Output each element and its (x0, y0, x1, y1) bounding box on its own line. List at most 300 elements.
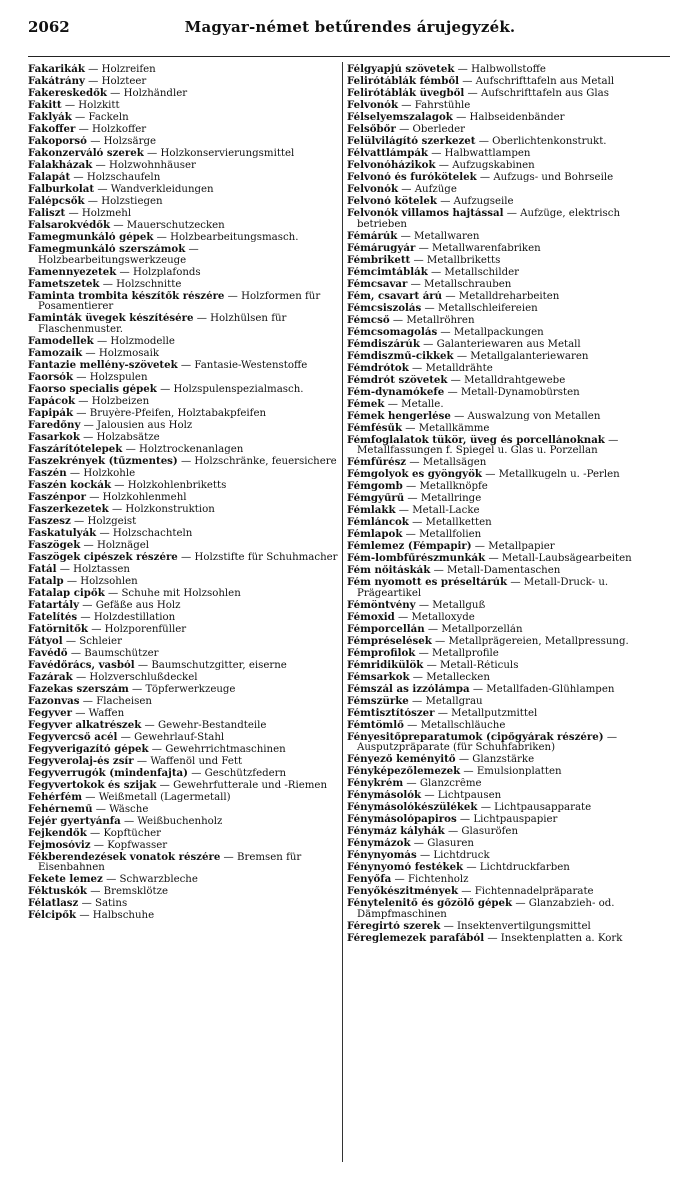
index-entry: Faminták üvegek készítésére — Holzhülsen für Flaschenmuster. (28, 313, 287, 335)
index-entry: Fémfésűk — Metallkämme (347, 422, 490, 434)
entry-german-term: Ausputzpräparate (für Schuhfabriken) (357, 742, 556, 753)
index-entry: Fémszürke — Metallgrau (347, 695, 483, 707)
entry-german-term: Aufzüge, elektrisch betrieben (357, 208, 621, 230)
index-entry: Fehérnemű — Wäsche (28, 803, 149, 815)
entry-german-term: Gefäße aus Holz (95, 599, 181, 611)
column-divider (342, 62, 343, 1162)
entry-german-term: Metallgrau (425, 695, 483, 707)
index-entry: Fémcső — Metallröhren (347, 314, 475, 326)
entry-hungarian-term: Famegmunkáló szerszámok (28, 244, 186, 255)
entry-hungarian-term: Fémcső (347, 314, 390, 326)
entry-german-term: Metall-Réticuls (440, 659, 519, 671)
index-entry: Fazekas szerszám — Töpferwerkzeuge (28, 683, 236, 695)
entry-hungarian-term: Fejér gyertyánfa (28, 815, 121, 827)
entry-hungarian-term: Fémdiszmű-cikkek (347, 350, 454, 362)
index-entry: Fémlapok — Metallfolien (347, 529, 482, 540)
index-entry: Fejmosóviz — Kopfwasser (28, 839, 168, 851)
index-entry: Fémridikülök — Metall-Réticuls (347, 659, 519, 671)
page-number: 2062 (28, 18, 70, 36)
entry-hungarian-term: Felvonó kötelek (347, 196, 437, 207)
entry-german-term: Metallschrauben (424, 278, 512, 290)
entry-hungarian-term: Fekete lemez (28, 874, 103, 885)
index-entry: Fénykrém — Glanzcrême (347, 778, 482, 789)
page-title: Magyar-német betűrendes árujegyzék. (184, 18, 516, 36)
entry-hungarian-term: Fémgomb (347, 481, 403, 492)
entry-hungarian-term: Fatalp (28, 575, 64, 587)
entry-hungarian-term: Fenyőfa (347, 874, 392, 885)
entry-hungarian-term: Fémlakk (347, 505, 396, 516)
entry-hungarian-term: Faminta trombita készítők részére (28, 290, 225, 302)
entry-german-term: Lichtpausapparate (494, 802, 592, 813)
entry-german-term: Holzbearbeitungswerkzeuge (38, 254, 187, 266)
entry-german-term: Metallröhren (406, 314, 475, 326)
entry-german-term: Aufschrifttafeln aus Metall (475, 76, 615, 87)
index-entry: Fém nyomott es préseltárúk — Metall-Druck- u. Prägeartikel (347, 577, 609, 599)
entry-hungarian-term: Faszekrények (tűzmentes) (28, 455, 178, 467)
entry-hungarian-term: Féregirtó szerek (347, 920, 441, 932)
index-entry: Felvonók villamos hajtással — Aufzüge, elektrisch betrieben (347, 208, 621, 230)
index-entry: Fenyőkészitmények — Fichtennadelpräparate (347, 886, 594, 897)
entry-german-term: Gewehrrichtmaschinen (165, 743, 286, 755)
entry-german-term: Baumschutzgitter, eiserne (151, 659, 287, 671)
entry-german-term: Schwarzbleche (119, 874, 198, 885)
entry-german-term: Holzteer (101, 76, 147, 87)
index-entry: Famennyezetek — Holzplafonds (28, 266, 201, 278)
index-entry: Fémláncok — Metallketten (347, 517, 492, 528)
entry-hungarian-term: Fémgolyok es gyöngyök (347, 469, 482, 480)
entry-german-term: Aufzugs- und Bohrseile (493, 172, 614, 183)
index-entry: Fémbrikett — Metallbriketts (347, 254, 501, 266)
index-entry: Fémárúk — Metallwaren (347, 230, 480, 242)
index-entry: Fémárugyár — Metallwarenfabriken (347, 242, 541, 254)
index-entry: Faminta trombita készítők részére — Holzformen für Posamentierer (28, 290, 321, 312)
entry-hungarian-term: Fémláncok (347, 517, 409, 528)
entry-german-term: Holzhändler (123, 88, 188, 99)
index-entry: Famodellek — Holzmodelle (28, 335, 175, 347)
entry-german-term: Metallgalanteriewaren (470, 350, 589, 362)
entry-german-term: Holzkohle (83, 467, 136, 479)
entry-german-term: Glanzcrême (419, 778, 482, 789)
entry-german-term: Fichtennadelpräparate (474, 886, 594, 897)
index-entry: Fénynyomás — Lichtdruck (347, 850, 490, 861)
entry-hungarian-term: Fénymásolókészülékek (347, 802, 478, 813)
index-entry: Fenyőfa — Fichtenholz (347, 874, 469, 885)
index-entry: Fémcsiszolás — Metallschleifereien (347, 302, 538, 314)
entry-hungarian-term: Fém-lombfűrészmunkák (347, 553, 486, 564)
entry-hungarian-term: Fejkendők (28, 827, 87, 839)
entry-hungarian-term: Famodellek (28, 335, 94, 347)
entry-german-term: Holzschaufeln (86, 172, 161, 183)
entry-hungarian-term: Fegyver alkatrészek (28, 719, 142, 731)
entry-german-term: Glanzabzieh- od. Dämpfmaschinen (357, 898, 615, 920)
entry-german-term: Schuhe mit Holzsohlen (121, 587, 241, 599)
entry-german-term: Metallfassungen f. Spiegel u. Glas u. Porzellan (357, 445, 598, 456)
index-entry: Felsőbőr — Oberleder (347, 124, 465, 135)
entry-german-term: Metalloxyde (411, 611, 475, 623)
entry-german-term: Halbwattlampen (444, 148, 531, 159)
entry-hungarian-term: Faklyák (28, 112, 72, 123)
index-entry: Fénymásolókészülékek — Lichtpausapparate (347, 802, 592, 813)
entry-hungarian-term: Félgyapjú szövetek (347, 64, 455, 75)
index-entry: Fém-dynamókefe — Metall-Dynamobürsten (347, 386, 580, 398)
entry-hungarian-term: Fénynyomás (347, 850, 417, 861)
entry-german-term: Kopftücher (103, 827, 162, 839)
entry-german-term: Lichtpausen (437, 790, 502, 801)
index-entry: Faklyák — Fackeln (28, 112, 129, 123)
entry-german-term: Holztassen (73, 563, 130, 575)
index-entry: Famozaik — Holzmosaik (28, 347, 160, 359)
index-entry: Fapipák — Bruyère-Pfeifen, Holztabakpfeifen (28, 407, 267, 419)
entry-german-term: Oberlichtenkonstrukt. (492, 136, 607, 147)
entry-german-term: Fackeln (88, 112, 129, 123)
entry-hungarian-term: Félcipők (28, 910, 77, 921)
entry-hungarian-term: Féktuskók (28, 886, 87, 897)
entry-german-term: Galanteriewaren aus Metall (436, 338, 581, 350)
index-entry: Fémdiszárúk — Galanteriewaren aus Metall (347, 338, 581, 350)
index-entry: Fazonvas — Flacheisen (28, 695, 152, 707)
entry-hungarian-term: Fémoxid (347, 611, 395, 623)
entry-german-term: Metallsägen (422, 457, 487, 468)
entry-hungarian-term: Fegyvertokok és szijak (28, 779, 157, 791)
entry-hungarian-term: Faminták üvegek készítésére (28, 313, 194, 324)
entry-hungarian-term: Fémpréselések (347, 635, 432, 647)
index-entry: Fémcsomagolás — Metallpackungen (347, 326, 544, 338)
entry-german-term: Metallputzmittel (451, 707, 538, 719)
entry-german-term: Metall-Druck- u. Prägeartikel (357, 577, 609, 599)
entry-german-term: Metallschilder (444, 266, 519, 278)
entry-hungarian-term: Fénytelenitő és gőzölő gépek (347, 898, 513, 909)
index-entry: Felvonók — Aufzüge (347, 184, 457, 195)
index-entry: Fatalap cipők — Schuhe mit Holzsohlen (28, 587, 241, 599)
index-entry: Félatlasz — Satins (28, 898, 128, 909)
entry-hungarian-term: Fakarikák (28, 64, 85, 75)
entry-german-term: Holzkohlenmehl (102, 491, 187, 503)
entry-hungarian-term: Fém nyomott es préseltárúk (347, 577, 508, 588)
entry-hungarian-term: Fehérnemű (28, 803, 93, 815)
entry-hungarian-term: Faliszt (28, 208, 66, 219)
entry-hungarian-term: Fakonzerváló szerek (28, 148, 144, 159)
index-entry: Fémlemez (Fémpapir) — Metallpapier (347, 541, 555, 552)
index-entry: Fakoporsó — Holzsärge (28, 136, 156, 147)
index-entry: Fasarkok — Holzabsätze (28, 431, 160, 443)
entry-german-term: Metallschläuche (420, 719, 506, 731)
entry-hungarian-term: Fémfésűk (347, 422, 403, 434)
entry-hungarian-term: Fejmosóviz (28, 839, 91, 851)
entry-german-term: Holzspulenspezialmasch. (173, 383, 304, 395)
entry-german-term: Metallprägereien, Metallpressung. (448, 635, 629, 647)
index-entry: Fekete lemez — Schwarzbleche (28, 874, 198, 885)
index-entry: Félvattlámpák — Halbwattlampen (347, 148, 531, 159)
entry-german-term: Auswalzung von Metallen (467, 410, 601, 422)
entry-german-term: Metallwaren (414, 230, 480, 242)
entry-hungarian-term: Fémszál as izzólámpa (347, 683, 470, 695)
entry-german-term: Satins (95, 898, 128, 909)
entry-hungarian-term: Félvattlámpák (347, 148, 428, 159)
entry-hungarian-term: Favédőrács, vasból (28, 659, 135, 671)
entry-hungarian-term: Fémtömlő (347, 719, 404, 731)
entry-hungarian-term: Fapácok (28, 395, 76, 407)
entry-hungarian-term: Fénymásolók (347, 790, 422, 801)
entry-german-term: Gewehrlauf-Stahl (134, 731, 225, 743)
entry-hungarian-term: Faszárítótelepek (28, 443, 123, 455)
entry-hungarian-term: Fénymáz kályhák (347, 826, 445, 837)
entry-hungarian-term: Fémöntvény (347, 599, 416, 611)
index-entry: Fémdrót szövetek — Metalldrahtgewebe (347, 374, 566, 386)
entry-hungarian-term: Fénynyomó festékek (347, 862, 464, 873)
index-entry: Fantazie mellény-szövetek — Fantasie-Westenstoffe (28, 359, 308, 371)
entry-german-term: Holzbearbeitungsmasch. (170, 232, 299, 243)
entry-german-term: Schleier (79, 635, 122, 647)
entry-german-term: Oberleder (412, 124, 465, 135)
entry-hungarian-term: Fátyol (28, 635, 63, 647)
entry-german-term: Holzbeizen (91, 395, 150, 407)
entry-hungarian-term: Fegyverrugók (mindenfajta) (28, 767, 188, 779)
entry-german-term: Holzplafonds (132, 266, 201, 278)
entry-german-term: Halbseidenbänder (469, 112, 565, 123)
entry-hungarian-term: Fém, csavart árú (347, 290, 443, 302)
entry-hungarian-term: Fakoffer (28, 124, 76, 135)
entry-hungarian-term: Fémárúk (347, 230, 398, 242)
entry-german-term: Holztrockenanlagen (139, 443, 244, 455)
index-entry: Faredőny — Jalousien aus Holz (28, 419, 193, 431)
entry-hungarian-term: Falapát (28, 172, 71, 183)
index-entry: Faszerkezetek — Holzkonstruktion (28, 503, 215, 515)
entry-german-term: Holzkonstruktion (125, 503, 215, 515)
entry-german-term: Holzporenfüller (104, 623, 187, 635)
index-entry: Fémcimtáblák — Metallschilder (347, 266, 519, 278)
index-entry: Fémporcellán — Metallporzellán (347, 623, 523, 635)
entry-german-term: Gewehr-Bestandteile (157, 719, 267, 731)
index-entry: Fegyver alkatrészek — Gewehr-Bestandteile (28, 719, 267, 731)
entry-german-term: Insektenplatten a. Kork (500, 932, 623, 944)
index-entry: Faszárítótelepek — Holztrockenanlagen (28, 443, 244, 455)
index-entry: Fémpréselések — Metallprägereien, Metallpressung. (347, 635, 629, 647)
entry-hungarian-term: Fazárak (28, 671, 73, 683)
index-entry: Fémfoglalatok tükör, üveg és porcellánoknak — Metallfassungen f. Spiegel u. Glas u. Porzellan (347, 434, 619, 456)
entry-hungarian-term: Felirótáblák fémből (347, 76, 459, 87)
entry-german-term: Metallketten (425, 517, 492, 528)
index-entry: Faszénpor — Holzkohlenmehl (28, 491, 187, 503)
index-entry: Fametszetek — Holzschnitte (28, 278, 182, 290)
index-entry: Fénymáz kályhák — Glasuröfen (347, 826, 519, 837)
entry-german-term: Holzspulen (89, 371, 148, 383)
page-header (28, 18, 672, 40)
entry-german-term: Glasuren (427, 838, 474, 849)
index-entry: Fénymásolópapiros — Lichtpauspapier (347, 814, 558, 825)
index-entry: Fémtisztítószer — Metallputzmittel (347, 707, 538, 719)
entry-german-term: Metallguß (432, 599, 486, 611)
entry-hungarian-term: Faorso specialis gépek (28, 383, 157, 395)
index-entry: Falapát — Holzschaufeln (28, 172, 161, 183)
entry-german-term: Metallbriketts (426, 254, 501, 266)
index-entry: Fakitt — Holzkitt (28, 100, 120, 111)
index-entry: Faszekrények (tűzmentes) — Holzschränke, feuersichere (28, 455, 337, 467)
entry-german-term: Mauerschutzecken (126, 220, 225, 231)
entry-hungarian-term: Fényesitőpreparatumok (cipőgyárak részére) (347, 731, 604, 743)
index-entry: Felülvilágító szerkezet — Oberlichtenkonstrukt. (347, 136, 607, 147)
entry-hungarian-term: Falépcsők (28, 196, 85, 207)
entry-hungarian-term: Felvonó és furókötelek (347, 172, 477, 183)
index-entry: Falburkolat — Wandverkleidungen (28, 184, 214, 195)
index-entry: Fémöntvény — Metallguß (347, 599, 486, 611)
entry-german-term: Metall-Lacke (412, 505, 480, 516)
index-entry: Falakházak — Holzwohnhäuser (28, 160, 196, 171)
entry-hungarian-term: Fakoporsó (28, 136, 87, 147)
entry-german-term: Metall-Damentaschen (447, 565, 561, 576)
index-entry: Fémoxid — Metalloxyde (347, 611, 475, 623)
entry-german-term: Metallknöpfe (419, 481, 488, 492)
entry-german-term: Holzreifen (101, 64, 156, 75)
entry-german-term: Weißbuchenholz (137, 815, 223, 827)
entry-german-term: Metall-Dynamobürsten (460, 386, 580, 398)
entry-german-term: Metalle. (401, 398, 444, 410)
index-entry: Fegyverrugók (mindenfajta) — Geschützfedern (28, 767, 287, 779)
entry-german-term: Emulsionplatten (476, 766, 562, 777)
index-entry: Faszögek — Holznägel (28, 539, 150, 551)
entry-german-term: Metallwarenfabriken (432, 242, 541, 254)
index-entry: Fegyver — Waffen (28, 707, 125, 719)
entry-hungarian-term: Famennyezetek (28, 266, 117, 278)
index-entry: Fémek — Metalle. (347, 398, 444, 410)
entry-german-term: Holzstifte für Schuhmacher (194, 551, 338, 563)
index-entry: Fémek hengerlése — Auswalzung von Metallen (347, 410, 601, 422)
index-entry: Fénymázok — Glasuren (347, 838, 474, 849)
entry-german-term: Bremsklötze (103, 886, 168, 897)
entry-german-term: Holzformen für Posamentierer (38, 290, 321, 312)
entry-hungarian-term: Felvonók (347, 184, 399, 195)
index-entry: Fatelítés — Holzdestillation (28, 611, 176, 623)
entry-german-term: Holzkohlenbriketts (127, 479, 227, 491)
entry-german-term: Holzverschlußdeckel (89, 671, 198, 683)
entry-hungarian-term: Fazekas szerszám (28, 683, 129, 695)
entry-german-term: Metall-Laubsägearbeiten (501, 553, 632, 564)
entry-german-term: Holzkoffer (92, 124, 147, 135)
entry-hungarian-term: Fatörnitők (28, 623, 88, 635)
entry-german-term: Lichtdruck (433, 850, 490, 861)
right-column (347, 64, 665, 945)
entry-german-term: Kopfwasser (107, 839, 168, 851)
entry-hungarian-term: Fasarkok (28, 431, 80, 443)
index-entry: Fém-lombfűrészmunkák — Metall-Laubsägearbeiten (347, 553, 632, 564)
entry-hungarian-term: Féreglemezek parafából (347, 932, 485, 944)
entry-hungarian-term: Fémcsomagolás (347, 326, 438, 338)
entry-hungarian-term: Felsőbőr (347, 124, 396, 135)
index-entry: Falépcsők — Holzstiegen (28, 196, 163, 207)
entry-german-term: Aufzugskabinen (452, 160, 535, 171)
index-entry: Fejér gyertyánfa — Weißbuchenholz (28, 815, 223, 827)
entry-german-term: Metallpapier (488, 541, 555, 552)
entry-hungarian-term: Fakátrány (28, 76, 85, 87)
entry-hungarian-term: Faszén (28, 467, 67, 479)
entry-german-term: Aufzugseile (453, 196, 514, 207)
entry-hungarian-term: Fémlapok (347, 529, 403, 540)
index-entry: Felirótáblák üvegből — Aufschrifttafeln aus Glas (347, 88, 609, 99)
index-entry: Fehérfém — Weißmetall (Lagermetall) (28, 791, 231, 803)
entry-hungarian-term: Fémcsavar (347, 278, 408, 290)
entry-german-term: Holzgeist (87, 515, 137, 527)
index-entry: Fémlakk — Metall-Lacke (347, 505, 480, 516)
left-column (28, 64, 338, 922)
entry-hungarian-term: Fémridikülök (347, 659, 424, 671)
entry-german-term: Holzhülsen für Flaschenmuster. (38, 313, 287, 335)
index-entry: Fakonzerváló szerek — Holzkonservierungsmittel (28, 148, 295, 159)
entry-german-term: Halbwollstoffe (471, 64, 546, 75)
index-entry: Fémgomb — Metallknöpfe (347, 481, 488, 492)
entry-hungarian-term: Fegyvercső acél (28, 731, 118, 743)
index-entry: Fakarikák — Holzreifen (28, 64, 156, 75)
entry-german-term: Geschützfedern (204, 767, 287, 779)
entry-hungarian-term: Fékberendezések vonatok részére (28, 851, 221, 863)
entry-hungarian-term: Faredőny (28, 419, 81, 431)
entry-german-term: Halbschuhe (92, 910, 155, 921)
entry-hungarian-term: Fémfoglalatok tükör, üveg és porcellánoknak (347, 434, 605, 446)
entry-hungarian-term: Felvonók villamos hajtással (347, 208, 504, 219)
index-entry: Fátyol — Schleier (28, 635, 122, 647)
index-entry: Fénymásolók — Lichtpausen (347, 790, 502, 801)
entry-german-term: Bremsen für Eisenbahnen (38, 851, 302, 873)
entry-hungarian-term: Falburkolat (28, 184, 95, 195)
index-entry: Fémtömlő — Metallschläuche (347, 719, 506, 731)
entry-german-term: Holzstiegen (101, 196, 163, 207)
entry-german-term: Metalldrahtgewebe (464, 374, 566, 386)
index-entry: Fémcsavar — Metallschrauben (347, 278, 512, 290)
index-entry: Fényező keményitő — Glanzstärke (347, 754, 535, 765)
entry-german-term: Metalldreharbeiten (458, 290, 560, 302)
entry-german-term: Glasuröfen (461, 826, 519, 837)
entry-hungarian-term: Fehérfém (28, 791, 83, 803)
entry-german-term: Metallporzellán (441, 623, 523, 635)
entry-hungarian-term: Felirótáblák üvegből (347, 88, 465, 99)
entry-hungarian-term: Faszögek (28, 539, 81, 551)
index-entry: Fatalp — Holzsohlen (28, 575, 138, 587)
index-entry: Fénytelenitő és gőzölő gépek — Glanzabzieh- od. Dämpfmaschinen (347, 898, 615, 920)
index-entry: Féregirtó szerek — Insektenvertilgungsmittel (347, 920, 591, 932)
entry-german-term: Holzsärge (103, 136, 156, 147)
index-entry: Famegmunkáló szerszámok — Holzbearbeitungswerkzeuge (28, 244, 199, 266)
entry-hungarian-term: Famozaik (28, 347, 83, 359)
entry-hungarian-term: Falsarokvédők (28, 220, 111, 231)
entry-hungarian-term: Faszén kockák (28, 479, 112, 491)
entry-hungarian-term: Felülvilágító szerkezet (347, 136, 476, 147)
index-entry: Féktuskók — Bremsklötze (28, 886, 168, 897)
entry-german-term: Metallprofile (432, 647, 499, 659)
entry-german-term: Metallecken (426, 671, 490, 683)
index-entry: Fegyverigazító gépek — Gewehrrichtmaschinen (28, 743, 286, 755)
entry-hungarian-term: Fémcimtáblák (347, 266, 428, 278)
index-entry: Felvonók — Fahrstühle (347, 100, 471, 111)
entry-german-term: Metallfaden-Glühlampen (486, 683, 615, 695)
index-entry: Faszén kockák — Holzkohlenbriketts (28, 479, 227, 491)
entry-german-term: Holzschnitte (116, 278, 182, 290)
entry-hungarian-term: Fémdiszárúk (347, 338, 420, 350)
entry-hungarian-term: Fakereskedők (28, 88, 107, 99)
entry-german-term: Waffen (88, 707, 125, 719)
entry-hungarian-term: Fatalap cipők (28, 587, 105, 599)
entry-german-term: Holzkitt (78, 100, 120, 111)
entry-hungarian-term: Fametszetek (28, 278, 100, 290)
entry-german-term: Fantasie-Westenstoffe (194, 359, 308, 371)
index-entry: Fatál — Holztassen (28, 563, 130, 575)
index-entry: Fatörnitők — Holzporenfüller (28, 623, 187, 635)
entry-german-term: Aufzüge (414, 184, 457, 195)
entry-hungarian-term: Fénymázok (347, 838, 411, 849)
index-entry: Félselyemszalagok — Halbseidenbänder (347, 112, 565, 123)
entry-german-term: Lichtpauspapier (473, 814, 558, 825)
entry-hungarian-term: Faskatulyák (28, 527, 97, 539)
entry-hungarian-term: Fegyver (28, 707, 72, 719)
entry-german-term: Fahrstühle (414, 100, 471, 111)
index-entry: Felvonó kötelek — Aufzugseile (347, 196, 514, 207)
